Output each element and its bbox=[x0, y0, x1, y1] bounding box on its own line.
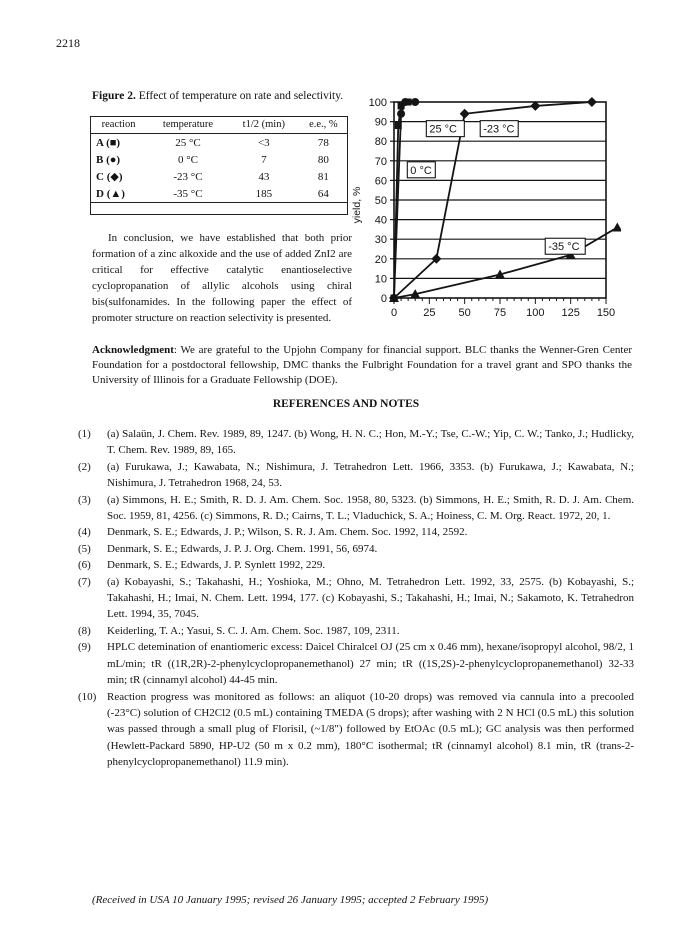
reference-number: (6) bbox=[78, 559, 91, 572]
reference-number: (3) bbox=[78, 493, 91, 506]
reference-text: (a) Furukawa, J.; Kawabata, N.; Nishimura, J. Tetrahedron Lett. 1966, 3353. (b) Furukawa, J.; Kawabata, N.; Nishimura, J. Tetrahedron 1968, 24, 53. bbox=[107, 460, 634, 490]
table-row bbox=[90, 134, 348, 152]
x-tick-label: 25 bbox=[423, 307, 436, 319]
data-point-circle bbox=[397, 110, 405, 118]
data-point-circle bbox=[401, 98, 409, 106]
table-row bbox=[90, 185, 348, 203]
rate-table-header-row bbox=[90, 116, 348, 134]
x-tick-label: 150 bbox=[596, 307, 616, 319]
x-tick-label: 125 bbox=[561, 307, 580, 319]
yield-chart bbox=[346, 88, 621, 328]
reference-number: (2) bbox=[78, 460, 91, 473]
reference-item bbox=[78, 541, 634, 557]
received-dates: (Received in USA 10 January 1995; revised 26 January 1995; accepted 2 February 1995) bbox=[92, 894, 489, 906]
reference-item bbox=[78, 557, 634, 573]
data-point-diamond bbox=[460, 109, 470, 119]
rate-table-header: temperature bbox=[147, 116, 229, 134]
y-tick-label: 90 bbox=[374, 116, 387, 129]
table-cell: A (■) bbox=[96, 136, 121, 149]
table-cell: 80 bbox=[317, 153, 329, 166]
table-row bbox=[90, 151, 348, 168]
reference-text: Denmark, S. E.; Edwards, J. P.; Wilson, S. R. J. Am. Chem. Soc. 1992, 114, 2592. bbox=[107, 526, 468, 539]
reference-item bbox=[78, 426, 634, 459]
table-cell: 7 bbox=[261, 153, 267, 166]
reference-number: (4) bbox=[78, 526, 91, 539]
reference-number: (7) bbox=[78, 575, 91, 588]
table-cell: -23 °C bbox=[173, 170, 203, 183]
reference-item bbox=[78, 459, 634, 492]
y-tick-label: 80 bbox=[374, 136, 387, 149]
y-tick-label: 70 bbox=[374, 155, 387, 168]
rate-table-header: t1/2 (min) bbox=[229, 116, 299, 134]
data-point-triangle bbox=[612, 222, 621, 231]
reference-number: (9) bbox=[78, 641, 91, 654]
annotation-label: 25 °C bbox=[429, 123, 457, 136]
table-cell: C (◆) bbox=[96, 171, 123, 183]
annotation-label: -35 °C bbox=[548, 241, 580, 254]
annotation-label: 0 °C bbox=[410, 164, 432, 177]
figure-caption bbox=[92, 90, 343, 102]
reference-number: (10) bbox=[78, 690, 97, 703]
table-cell: <3 bbox=[257, 136, 270, 149]
figure-caption-text: Effect of temperature on rate and selectivity. bbox=[138, 90, 344, 102]
figure-label: Figure 2. bbox=[92, 90, 136, 102]
rate-table-header: reaction bbox=[90, 116, 147, 134]
references-title: REFERENCES AND NOTES bbox=[272, 398, 420, 410]
acknowledgment bbox=[92, 343, 632, 388]
rate-table-header: e.e., % bbox=[299, 116, 348, 134]
table-cell: 185 bbox=[229, 185, 299, 203]
x-tick-label: 50 bbox=[458, 307, 471, 319]
table-cell: -35 °C bbox=[147, 185, 229, 203]
annotation-label: -23 °C bbox=[483, 123, 515, 136]
reference-text: (a) Kobayashi, S.; Takahashi, H.; Yoshioka, M.; Ohno, M. Tetrahedron Lett. 1992, 33, 2575. (b) Kobayashi, S.; Takahashi, H.; Imai, N. Chem. Lett. 1994, 177. (c) Kobayashi, S.; Takahashi, H.; Imai, N.; Sakamoto, K. Tetrahedron Lett. 1994, 35, 7045. bbox=[107, 575, 634, 621]
table-row bbox=[90, 168, 348, 185]
table-cell: B (●) bbox=[96, 153, 121, 166]
rate-table bbox=[90, 116, 348, 203]
table-cell: 81 bbox=[317, 170, 329, 183]
y-tick-label: 50 bbox=[374, 195, 387, 207]
references-list bbox=[78, 426, 634, 771]
reference-item bbox=[78, 639, 634, 688]
table-cell: 64 bbox=[299, 185, 348, 203]
reference-item bbox=[78, 689, 634, 771]
y-tick-label: 20 bbox=[374, 253, 387, 266]
conclusion-paragraph bbox=[92, 230, 352, 326]
reference-number: (1) bbox=[78, 428, 91, 440]
reference-text: (a) Salaün, J. Chem. Rev. 1989, 89, 1247. (b) Wong, H. N. C.; Hon, M.-Y.; Tse, C.-W.; Yip, C. W.; Tanko, J.; Hudlicky, T. Chem. Rev. 1989, 89, 165. bbox=[107, 428, 634, 457]
reference-text: Denmark, S. E.; Edwards, J. P. Synlett 1992, 229. bbox=[107, 559, 326, 572]
reference-text: (a) Simmons, H. E.; Smith, R. D. J. Am. Chem. Soc. 1958, 80, 5323. (b) Simmons, H. E.; Smith, R. D. J. Am. Chem. Soc. 1959, 81, 4256. (c) Simmons, R. D.; Cairns, T. L.; Vladuchick, S. A.; Hoiness, C. M. Org. React. 1972, 20, 1. bbox=[107, 493, 634, 523]
y-tick-label: 40 bbox=[374, 214, 387, 227]
reference-item bbox=[78, 524, 634, 540]
reference-item bbox=[78, 574, 634, 623]
y-tick-label: 0 bbox=[380, 293, 387, 305]
y-tick-label: 30 bbox=[374, 234, 387, 247]
reference-text: Denmark, S. E.; Edwards, J. P. J. Org. Chem. 1991, 56, 6974. bbox=[107, 542, 378, 555]
reference-text: Keiderling, T. A.; Yasui, S. C. J. Am. Chem. Soc. 1987, 109, 2311. bbox=[107, 624, 400, 637]
table-cell: 78 bbox=[317, 136, 329, 149]
y-tick-label: 60 bbox=[374, 175, 387, 188]
data-point-diamond bbox=[587, 97, 597, 107]
acknowledgment-text: : We are grateful to the Upjohn Company for financial support. BLC thanks the Wenner-Gren Center Foundation for a postdoctoral fellowship, DMC thanks the Fulbright Foundation for a travel grant and SPO thanks the University of Illinois for a Graduate Fellowship (DOE). bbox=[92, 344, 632, 386]
table-cell: 0 °C bbox=[177, 153, 198, 166]
y-tick-label: 100 bbox=[368, 97, 387, 109]
reference-item bbox=[78, 623, 634, 639]
reference-item bbox=[78, 492, 634, 525]
data-point-circle bbox=[411, 98, 419, 106]
y-axis-label: yield, % bbox=[351, 186, 363, 224]
reference-text: HPLC detemination of enantiomeric excess: Daicel Chiralcel OJ (25 cm x 0.46 mm), hexane/isopropyl alcohol, 98/2, 1 mL/min; tR ((1R,2R)-2-phenylcyclopropanemethanol) 27 min; tR ((1S,2S)-2-phenylcyclopropanemethanol) 32-33 min; tR (cinnamyl alcohol) 44-45 min. bbox=[107, 641, 634, 687]
table-cell: D (▲) bbox=[90, 185, 147, 203]
table-cell: 25 °C bbox=[175, 136, 201, 149]
page-number: 2218 bbox=[56, 36, 80, 50]
reference-text: Reaction progress was monitored as follows: an aliquot (10-20 drops) was removed via cannula into a precooled (-23°C) solution of CH2Cl2 (0.5 mL) containing TMEDA (5 drops); after washing with 2 N HCl (0.5 mL) this solution was passed through a small plug of Florisil, (~1/8") followed by EtOAc (0.5 mL); GC analysis was then performed (Hewlett-Packard 5890, HP-U2 (50 m x 0.2 mm), 180°C isothermal; tR (cinnamyl alcohol) 8.1 min, tR (trans-2-phenylcyclopropanemethanol) 11.9 min). bbox=[107, 690, 634, 769]
x-tick-label: 0 bbox=[390, 307, 398, 319]
y-tick-label: 10 bbox=[374, 273, 387, 286]
x-tick-label: 100 bbox=[526, 307, 545, 319]
reference-number: (8) bbox=[78, 624, 91, 637]
conclusion-text: In conclusion, we have established that both prior formation of a zinc alkoxide and the use of added ZnI2 are critical for effective catalytic enantioselective cyclopropanation of allylic alcohols using chiral bis(sulfonamides. In the following paper the effect of promoter structure on reaction selectivity is presented. bbox=[92, 232, 352, 324]
table-cell: 43 bbox=[258, 170, 270, 183]
acknowledgment-heading: Acknowledgment bbox=[92, 344, 174, 356]
x-tick-label: 75 bbox=[493, 307, 507, 319]
reference-number: (5) bbox=[78, 542, 91, 555]
